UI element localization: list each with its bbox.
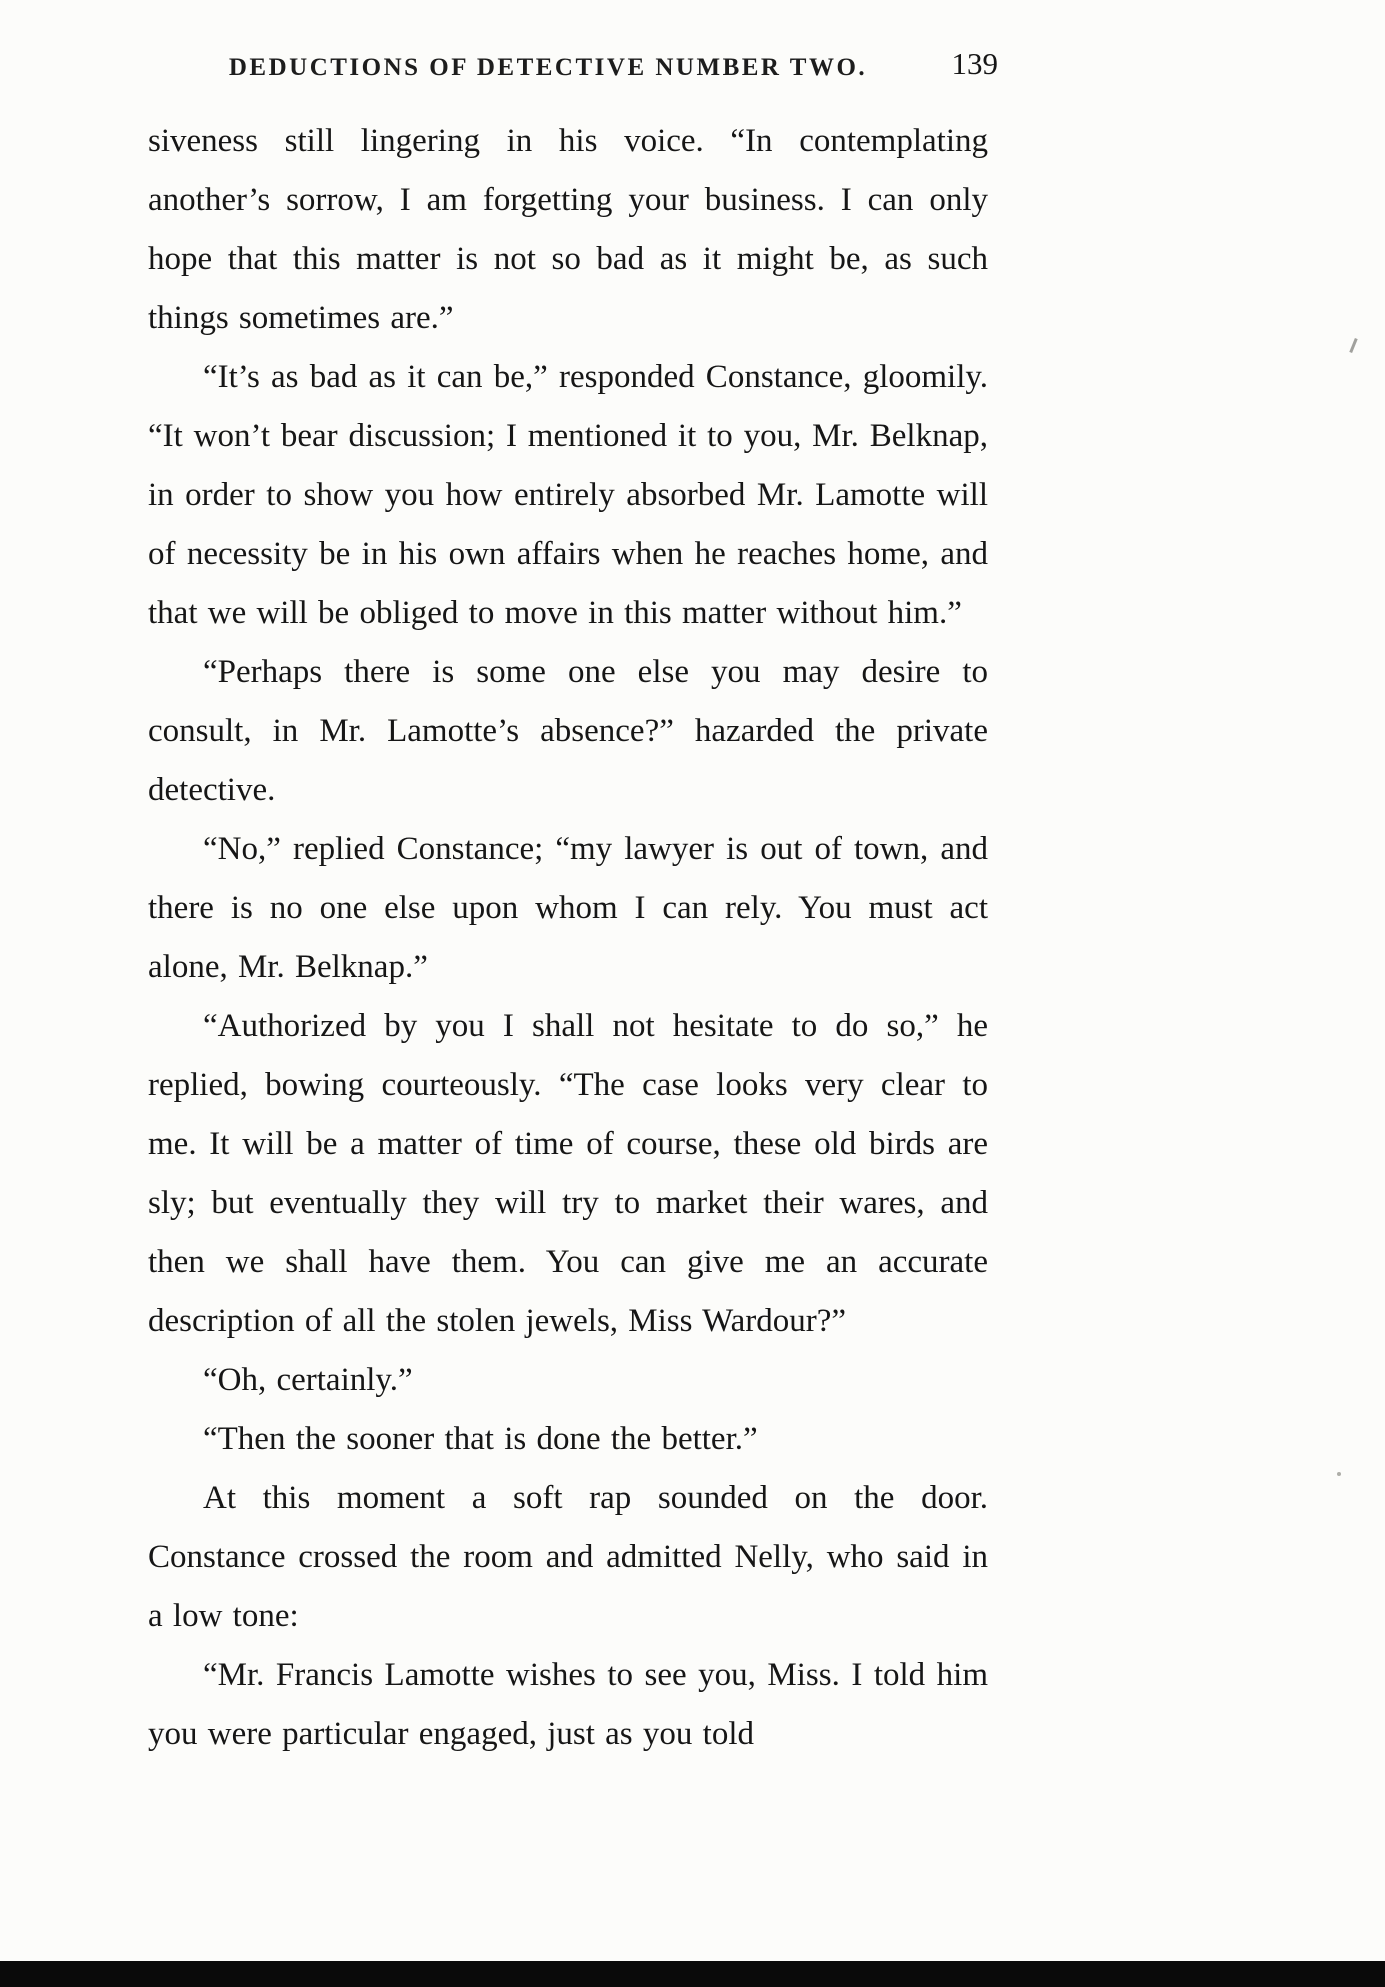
text-paragraph: “Perhaps there is some one else you may desire to consult, in Mr. Lamotte’s absence?” hazarded the private detective.	[148, 654, 988, 808]
text-paragraph: “Mr. Francis Lamotte wishes to see you, Miss. I told him you were particular engaged, just as you told	[148, 1657, 988, 1752]
scan-edge-bar	[0, 1961, 1385, 1987]
running-header-title: DEDUCTIONS OF DETECTIVE NUMBER TWO.	[228, 54, 868, 81]
text-column	[148, 44, 998, 1764]
page-header	[148, 44, 998, 90]
page-number: 139	[951, 46, 998, 81]
text-paragraph: “Authorized by you I shall not hesitate to do so,” he replied, bowing courteously. “The case looks very clear to me. It will be a matter of time of course, these old birds are sly; but eventually they will try to market their wares, and then we shall have them. You can give me an accurate description of all the stolen jewels, Miss Wardour?”	[148, 1008, 988, 1339]
text-paragraph: “It’s as bad as it can be,” responded Constance, gloomily. “It won’t bear discussion; I mentioned it to you, Mr. Belknap, in order to show you how entirely absorbed Mr. Lamotte will of necessity be in his own affairs when he reaches home, and that we will be obliged to move in this matter without him.”	[148, 359, 988, 631]
text-paragraph: “Oh, certainly.”	[203, 1362, 413, 1398]
scan-artifact	[1349, 338, 1357, 353]
text-paragraph: siveness still lingering in his voice. “In contemplating another’s sorrow, I am forgetting your business. I can only hope that this matter is not so bad as it might be, as such things sometimes are.”	[148, 123, 988, 336]
text-paragraph: At this moment a soft rap sounded on the door. Constance crossed the room and admitted Nelly, who said in a low tone:	[148, 1480, 988, 1634]
body-text	[148, 112, 988, 1764]
text-paragraph: “No,” replied Constance; “my lawyer is out of town, and there is no one else upon whom I can rely. You must act alone, Mr. Belknap.”	[148, 831, 988, 985]
text-paragraph: “Then the sooner that is done the better.”	[203, 1421, 758, 1457]
scan-artifact	[1337, 1472, 1341, 1476]
